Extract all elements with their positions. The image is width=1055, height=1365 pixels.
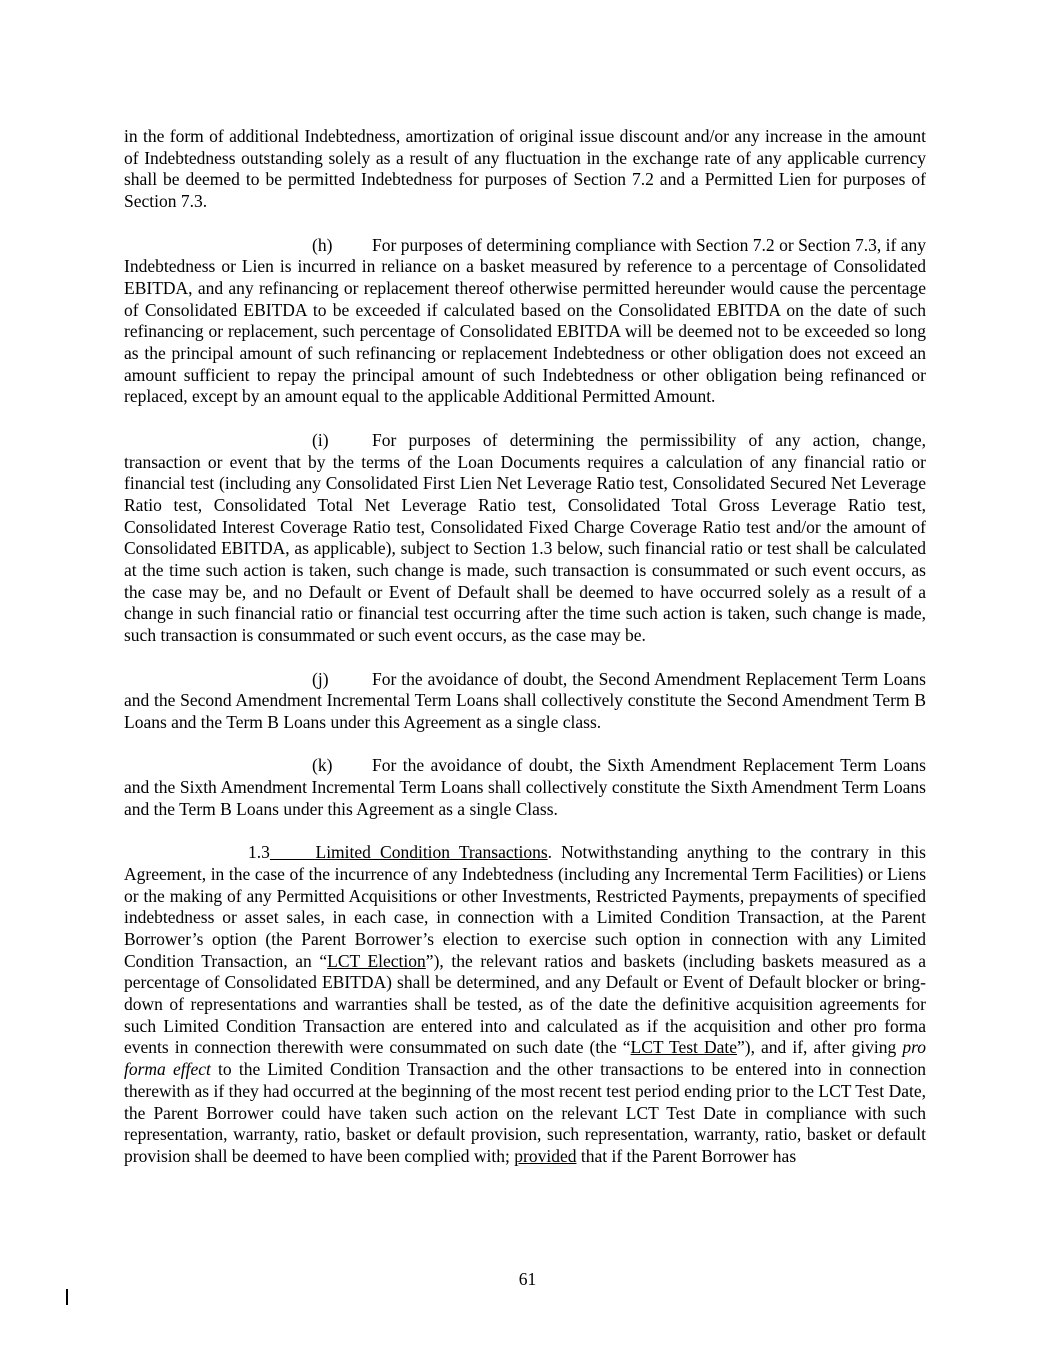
paragraph-text: For the avoidance of doubt, the Second Amendment Replacement Term Loans and the Second Amendment Incremental Term Loans shall collectively constitute the Second Amendment Term B Loans and the Term B Loans under this Agreement as a single class.	[124, 668, 926, 732]
paragraph-j	[124, 669, 926, 734]
paragraph-h	[124, 235, 926, 409]
section-1-3: 1.3 Limited Condition Transactions. Notwithstanding anything to the contrary in this Agreement, in the case of the incurrence of any Indebtedness (including any Incremental Term Facilities) or Liens or the making of any Permitted Acquisitions or other Investments, Restricted Payments, prepayments of specified indebtedness or asset sales, in each case, in connection with a Limited Condition Transaction, at the Parent Borrower’s option (the Parent Borrower’s election to exercise such option in connection with any Limited Condition Transaction, an “LCT Election”), the relevant ratios and baskets (including baskets measured as a percentage of Consolidated EBITDA) shall be determined, and any Default or Event of Default blocker or bring-down of representations and warranties shall be tested, as of the date the definitive acquisition agreements for such Limited Condition Transaction are entered into and calculated as if the acquisition and other pro forma events in connection therewith were consummated on such date (the “LCT Test Date”), and if, after giving pro forma effect to the Limited Condition Transaction and the other transactions to be entered into in connection therewith as if they had occurred at the beginning of the most recent test period ending prior to the LCT Test Date, the Parent Borrower could have taken such action on the relevant LCT Test Date in compliance with such representation, warranty, ratio, basket or default provision, such representation, warranty, ratio, basket or default provision shall be deemed to have been complied with; provided that if the Parent Borrower has	[124, 842, 927, 1166]
defined-term-lct-test-date: LCT Test Date	[630, 1037, 738, 1058]
page-number: 61	[518, 1269, 537, 1289]
defined-term-lct-election: LCT Election	[327, 950, 426, 971]
clause-label-k: (k)	[312, 755, 333, 776]
paragraph-i	[124, 430, 926, 647]
paragraph-text: For the avoidance of doubt, the Sixth Amendment Replacement Term Loans and the Sixth Amendment Incremental Term Loans shall collectively constitute the Sixth Amendment Term Loans and the Term B Loans under this Agreement as a single Class.	[124, 755, 926, 819]
section-title: Limited Condition Transactions	[315, 842, 548, 863]
paragraph-k	[124, 755, 926, 820]
change-bar	[66, 1289, 68, 1305]
italic-pro-forma-effect: pro forma effect	[124, 1037, 926, 1080]
clause-label-h: (h)	[312, 234, 333, 255]
paragraph-g-continuation	[124, 126, 926, 213]
document-body	[124, 126, 926, 1189]
clause-label-j: (j)	[312, 668, 329, 689]
defined-term-provided: provided	[514, 1145, 577, 1166]
paragraph-text: in the form of additional Indebtedness, amortization of original issue discount and/or any increase in the amount of Indebtedness outstanding solely as a result of any fluctuation in the exchange rate of any applicable currency shall be deemed to be permitted Indebtedness for purposes of Section 7.2 and a Permitted Lien for purposes of Section 7.3.	[124, 126, 926, 212]
paragraph-text: For purposes of determining the permissibility of any action, change, transaction or event that by the terms of the Loan Documents requires a calculation of any financial ratio or financial test (including any Consolidated First Lien Net Leverage Ratio test, Consolidated Secured Net Leverage Ratio test, Consolidated Total Net Leverage Ratio test, Consolidated Total Gross Leverage Ratio test, Consolidated Interest Coverage Ratio test, Consolidated Fixed Charge Coverage Ratio test and/or the amount of Consolidated EBITDA, as applicable), subject to Section 1.3 below, such financial ratio or test shall be calculated at the time such action is taken, such change is made, such transaction is consummated or such event occurs, as the case may be, and no Default or Event of Default shall be deemed to have occurred solely as a result of a change in such financial ratio or financial test occurring after the time such action is taken, such change is made, such transaction is consummated or such event occurs, as the case may be.	[124, 429, 926, 646]
clause-label-i: (i)	[312, 429, 329, 450]
paragraph-text: For purposes of determining compliance with Section 7.2 or Section 7.3, if any Indebtedness or Lien is incurred in reliance on a basket measured by reference to a percentage of Consolidated EBITDA, and any refinancing or replacement thereof otherwise permitted hereunder would cause the percentage of Consolidated EBITDA to be exceeded if calculated based on the Consolidated EBITDA on the date of such refinancing or replacement, such percentage of Consolidated EBITDA will be deemed not to be exceeded so long as the principal amount of such refinancing or replacement Indebtedness or other obligation does not exceed an amount sufficient to repay the principal amount of such Indebtedness or other obligation being refinanced or replaced, except by an amount equal to the applicable Additional Permitted Amount.	[124, 234, 926, 407]
section-number: 1.3	[248, 842, 270, 863]
